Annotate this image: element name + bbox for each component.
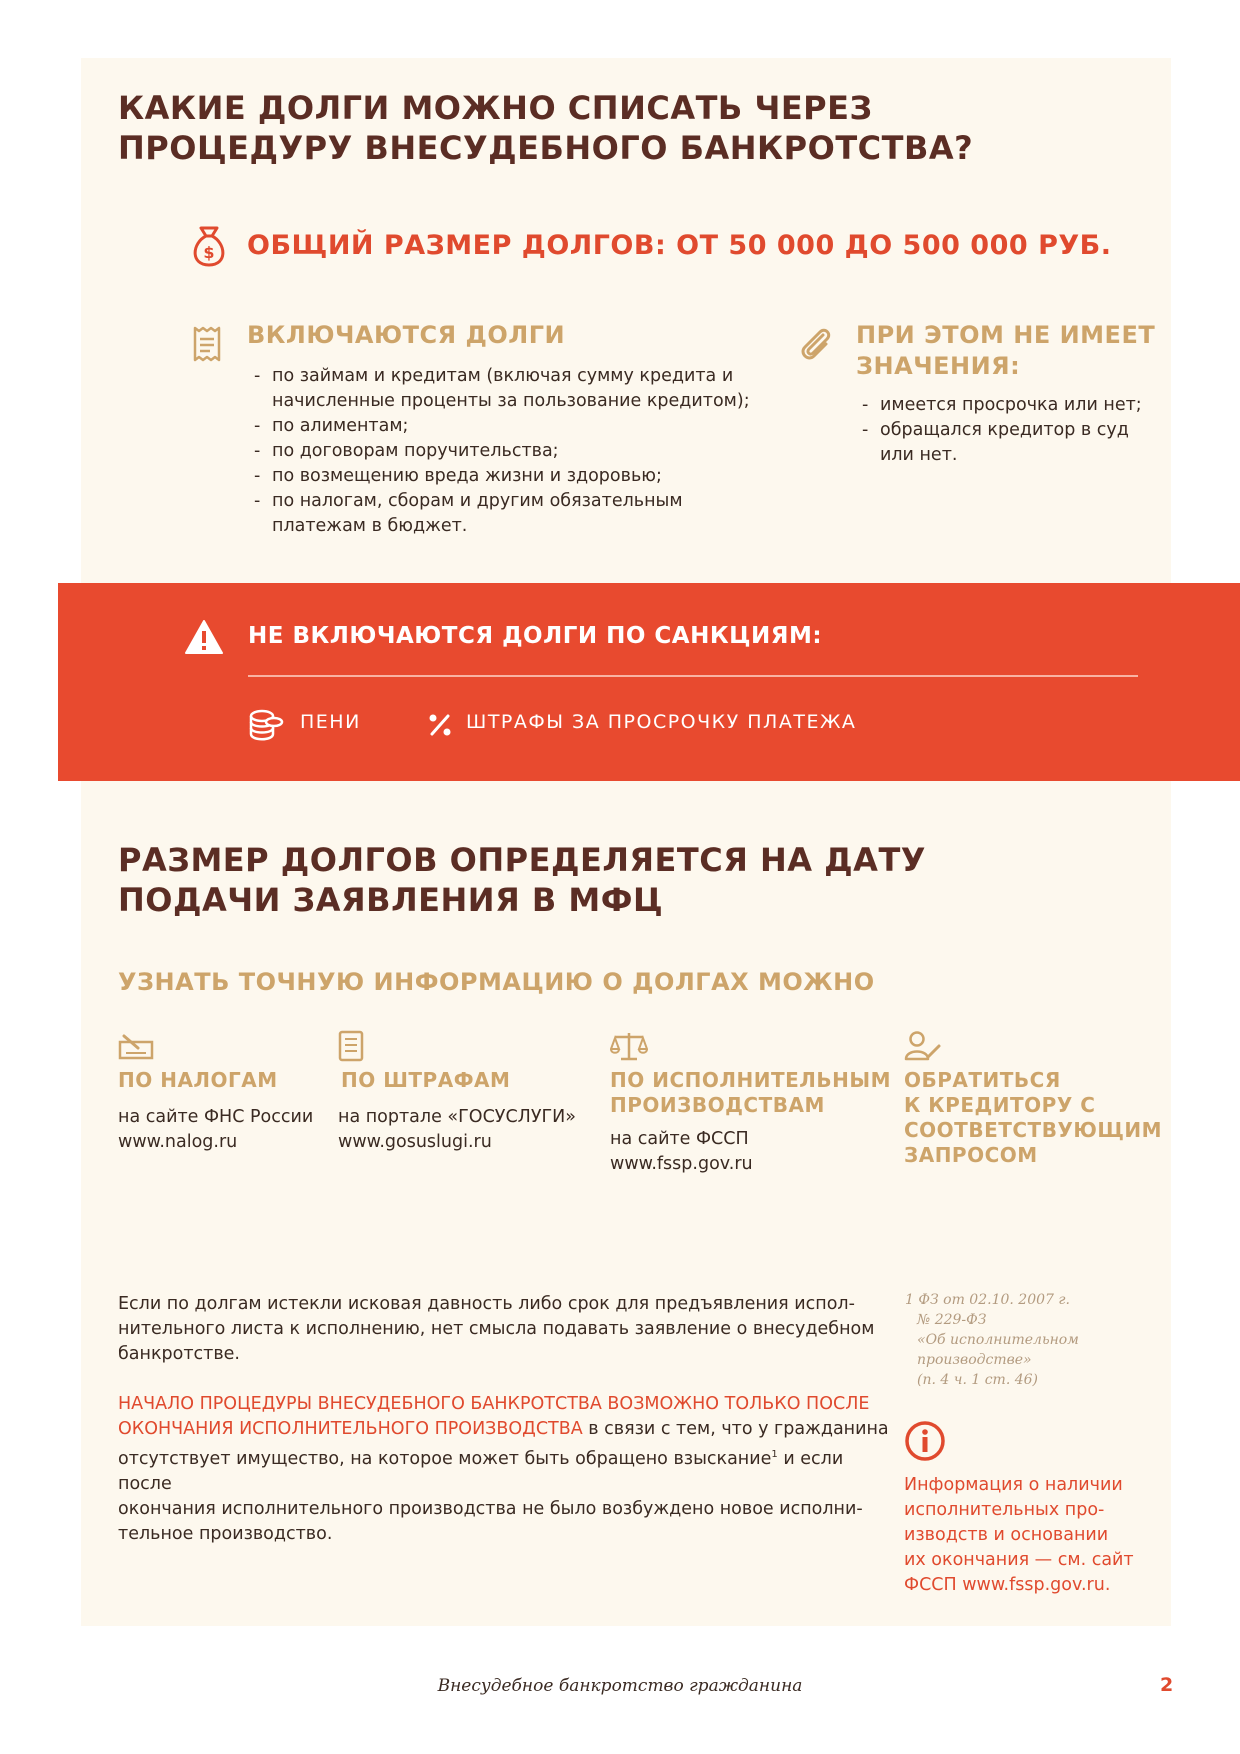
money-bag-icon bbox=[186, 223, 232, 269]
taxes-source: на сайте ФНС России www.nalog.ru bbox=[118, 1107, 314, 1152]
creditor-request: ОБРАТИТЬСЯ К КРЕДИТОРУ С СООТВЕТСТВУЮЩИМ ЗАПРОСОМ bbox=[904, 1068, 1162, 1167]
page-title: КАКИЕ ДОЛГИ МОЖНО СПИСАТЬ ЧЕРЕЗ ПРОЦЕДУРУ ВНЕСУДЕБНОГО БАНКРОТСТВА? bbox=[118, 89, 974, 167]
list-item: - по налогам, сборам и другим обязательным платежам в бюджет. bbox=[254, 489, 764, 539]
svg-text:$: $ bbox=[203, 243, 215, 262]
info-icon bbox=[904, 1420, 946, 1462]
included-debts-list bbox=[254, 364, 764, 539]
list-item: - имеется просрочка или нет; bbox=[862, 393, 1152, 418]
list-item: - по договорам поручительства; bbox=[254, 439, 764, 464]
highlight-text: НАЧАЛО ПРОЦЕДУРЫ ВНЕСУДЕБНОГО БАНКРОТСТВА ВОЗМОЖНО ТОЛЬКО ПОСЛЕ bbox=[118, 1394, 870, 1414]
warning-icon bbox=[184, 619, 224, 655]
included-debts-title: ВКЛЮЧАЮТСЯ ДОЛГИ bbox=[247, 321, 566, 349]
notebook-icon bbox=[338, 1030, 364, 1062]
irrelevant-list bbox=[862, 393, 1152, 468]
paperclip-icon bbox=[796, 325, 836, 365]
excluded-debts-title: НЕ ВКЛЮЧАЮТСЯ ДОЛГИ ПО САНКЦИЯМ: bbox=[248, 623, 823, 649]
debt-date-heading: РАЗМЕР ДОЛГОВ ОПРЕДЕЛЯЕТСЯ НА ДАТУ ПОДАЧИ ЗАЯВЛЕНИЯ В МФЦ bbox=[118, 841, 926, 919]
enforcement-title: ПО ИСПОЛНИТЕЛЬНЫМ ПРОИЗВОДСТВАМ bbox=[610, 1068, 891, 1117]
list-item: - по возмещению вреда жизни и здоровью; bbox=[254, 464, 764, 489]
footer-title: Внесудебное банкротство гражданина bbox=[437, 1676, 803, 1696]
taxes-title: ПО НАЛОГАМ bbox=[118, 1068, 278, 1092]
penalties-label: ПЕНИ bbox=[300, 711, 361, 733]
statute-limitation-paragraph: Если по долгам истекли исковая давность либо срок для предъявления испол- нительного листа к исполнению, нет смысла подавать заявление о внесудебном банкротстве. bbox=[118, 1294, 875, 1364]
scales-icon bbox=[610, 1030, 648, 1062]
divider bbox=[248, 675, 1138, 677]
list-item: - по алиментам; bbox=[254, 414, 764, 439]
user-edit-icon bbox=[904, 1030, 942, 1062]
fssp-info-note: Информация о наличии исполнительных про- изводств и основании их окончания — см. сайт ФССП www.fssp.gov.ru. bbox=[904, 1475, 1134, 1595]
irrelevant-title: ПРИ ЭТОМ НЕ ИМЕЕТ ЗНАЧЕНИЯ: bbox=[856, 321, 1156, 380]
highlight-text: ОКОНЧАНИЯ ИСПОЛНИТЕЛЬНОГО ПРОИЗВОДСТВА bbox=[118, 1419, 583, 1439]
percent-icon bbox=[428, 713, 452, 737]
page-number: 2 bbox=[1160, 1674, 1174, 1696]
list-item: - обращался кредитор в суд или нет. bbox=[862, 418, 1152, 468]
info-sources-title: УЗНАТЬ ТОЧНУЮ ИНФОРМАЦИЮ О ДОЛГАХ МОЖНО bbox=[118, 968, 875, 996]
total-debt-range: ОБЩИЙ РАЗМЕР ДОЛГОВ: ОТ 50 000 ДО 500 000 РУБ. bbox=[247, 230, 1112, 261]
footnote-ref: 1 bbox=[771, 1449, 778, 1460]
late-payment-fines-label: ШТРАФЫ ЗА ПРОСРОЧКУ ПЛАТЕЖА bbox=[466, 711, 857, 733]
procedure-start-paragraph: НАЧАЛО ПРОЦЕДУРЫ ВНЕСУДЕБНОГО БАНКРОТСТВА ВОЗМОЖНО ТОЛЬКО ПОСЛЕ ОКОНЧАНИЯ ИСПОЛНИТЕЛЬНОГО ПРОИЗВОДСТВА в связи с тем, что у гражданина отсутствует имущество, на которое может быть обращено взыскание$^1$ и если после окончания исполнительного производства не было возбуждено новое исполни- тельное производство. bbox=[118, 1392, 898, 1547]
coins-icon bbox=[248, 708, 284, 742]
document-pen-icon bbox=[118, 1032, 154, 1060]
enforcement-source: на сайте ФССП www.fssp.gov.ru bbox=[610, 1129, 753, 1174]
fines-source: на портале «ГОСУСЛУГИ» www.gosuslugi.ru bbox=[338, 1107, 576, 1152]
receipt-icon bbox=[192, 325, 222, 363]
fines-title: ПО ШТРАФАМ bbox=[341, 1068, 511, 1092]
footnote: 1 ФЗ от 02.10. 2007 г. № 229-ФЗ «Об исполнительном производстве» (п. 4 ч. 1 ст. 46) bbox=[905, 1292, 1079, 1388]
list-item: - по займам и кредитам (включая сумму кредита и начисленные проценты за пользование кредитом); bbox=[254, 364, 764, 414]
excluded-debts-banner bbox=[58, 583, 1240, 781]
